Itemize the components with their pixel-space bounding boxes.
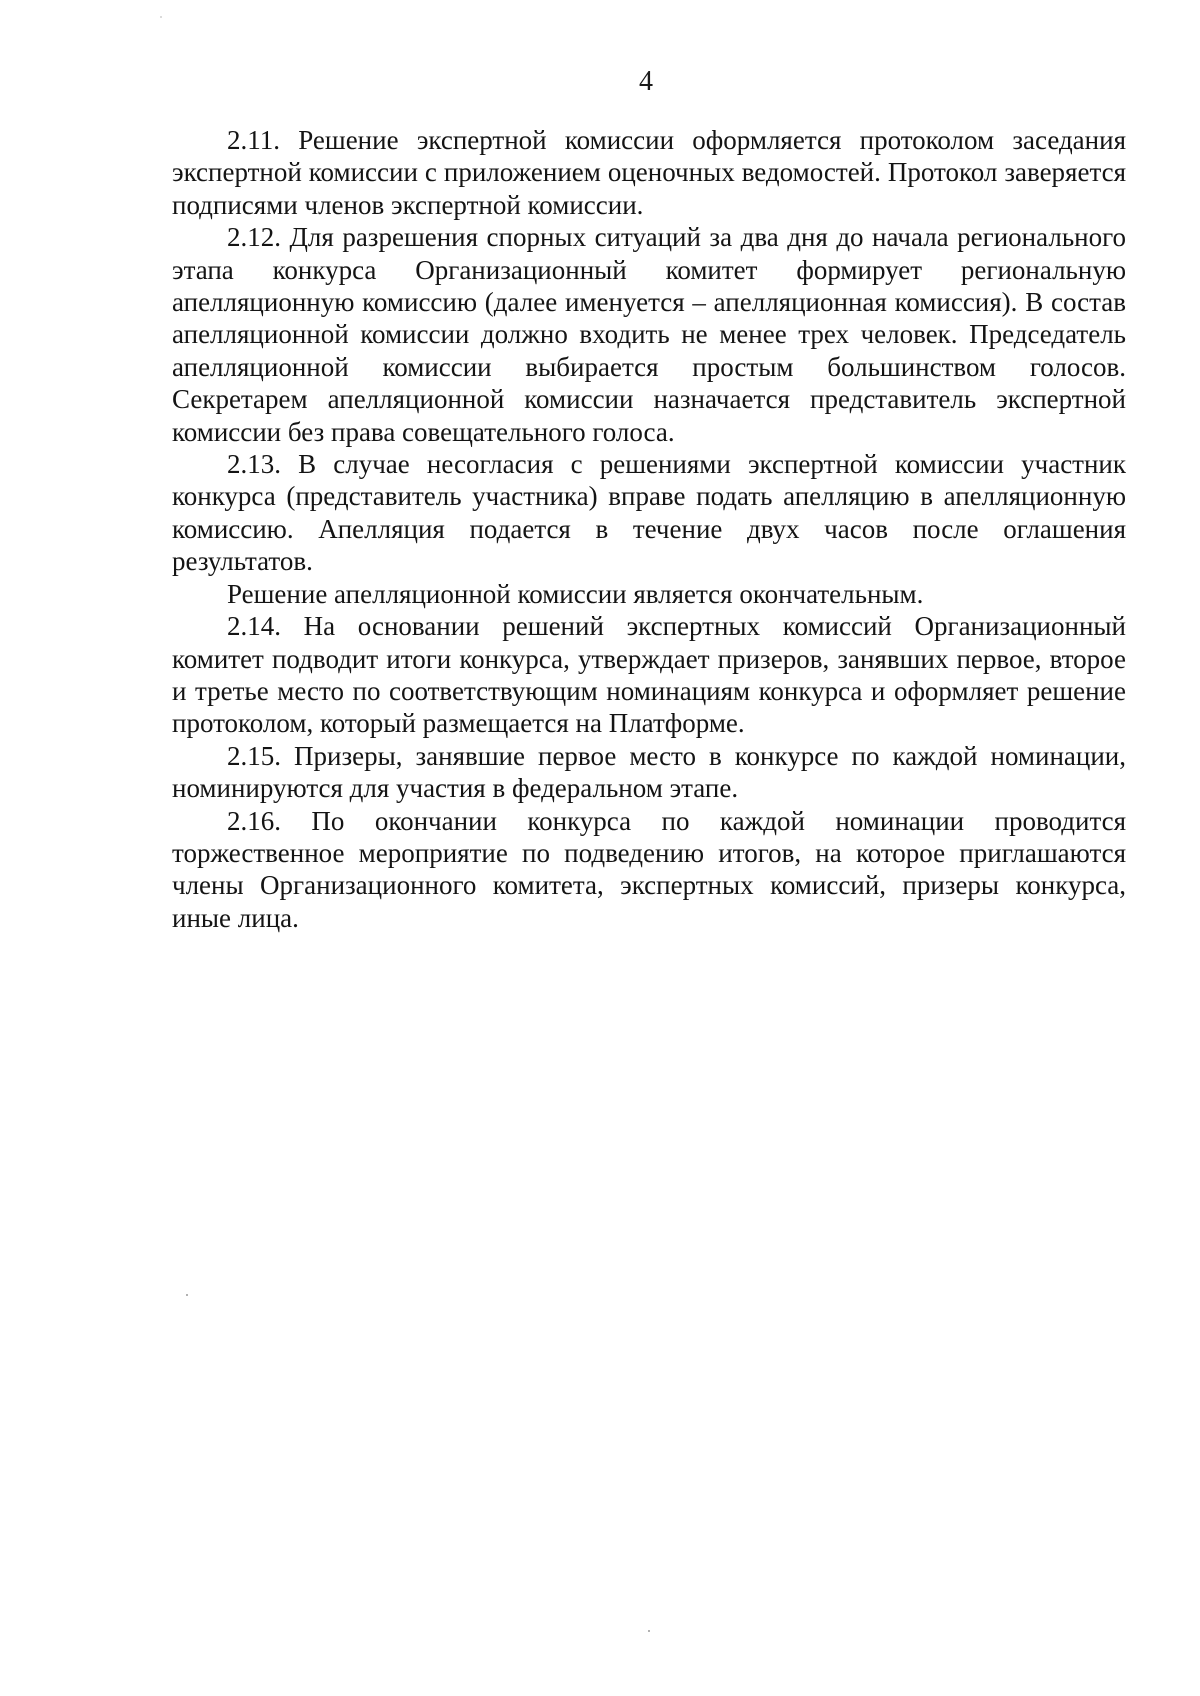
paragraph-2-15: 2.15. Призеры, занявшие первое место в конкурсе по каждой номинации, номинируются для участия в федеральном этапе.: [172, 740, 1126, 804]
paragraph-2-16: 2.16. По окончании конкурса по каждой номинации проводится торжественное мероприятие по подведению итогов, на которое приглашаются члены Организационного комитета, экспертных комиссий, призеры конкурса, иные лица.: [172, 805, 1126, 933]
paragraph-2-11: 2.11. Решение экспертной комиссии оформляется протоколом заседания экспертной комиссии с приложением оценочных ведомостей. Протокол заверяется подписями членов экспертной комиссии.: [172, 125, 1126, 220]
scan-speck: [186, 1294, 188, 1296]
paragraph-2-13: 2.13. В случае несогласия с решениями экспертной комиссии участник конкурса (представитель участника) вправе подать апелляцию в апелляционную комиссию. Апелляция подается в течение двух часов после оглашения результатов.: [172, 449, 1126, 577]
page-number: 4: [639, 66, 653, 97]
scan-speck: [160, 16, 162, 18]
document-body: [172, 124, 1126, 934]
scan-speck: [648, 1630, 650, 1632]
paragraph-2-12: 2.12. Для разрешения спорных ситуаций за два дня до начала регионального этапа конкурса Организационный комитет формирует региональную апелляционную комиссию (далее именуется – апелляционная комиссия). В состав апелляционной комиссии должно входить не менее трех человек. Председатель апелляционной комиссии выбирается простым большинством голосов. Секретарем апелляционной комиссии назначается представитель экспертной комиссии без права совещательного голоса.: [172, 222, 1126, 447]
paragraph-appeal-final: Решение апелляционной комиссии является окончательным.: [227, 578, 924, 609]
paragraph-2-14: 2.14. На основании решений экспертных комиссий Организационный комитет подводит итоги конкурса, утверждает призеров, занявших первое, второе и третье место по соответствующим номинациям конкурса и оформляет решение протоколом, который размещается на Платформе.: [172, 611, 1126, 739]
